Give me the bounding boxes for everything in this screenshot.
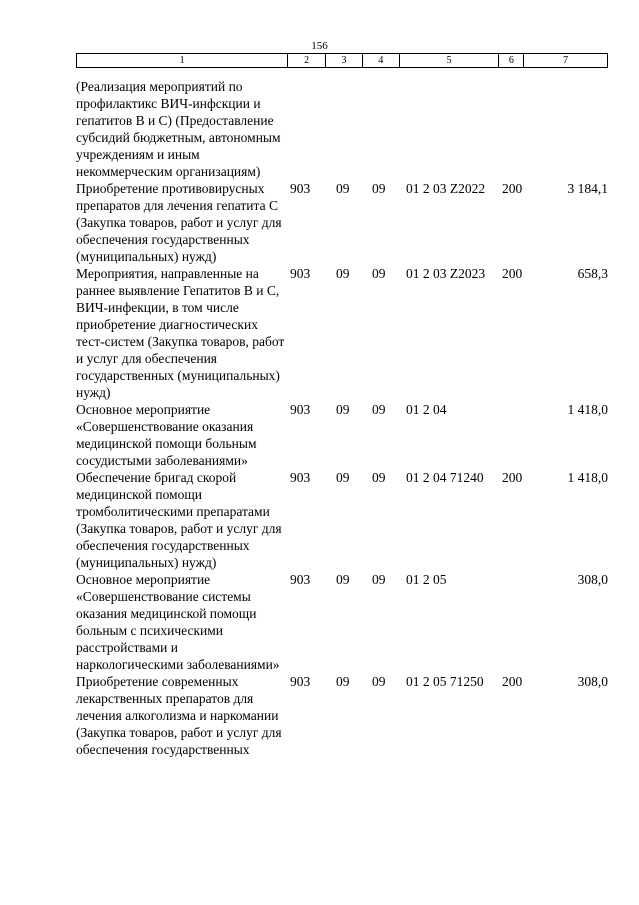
row-subsection: 09 [372,181,386,196]
row-ministry: 903 [290,181,311,196]
row-target: 01 2 03 Z2023 [406,266,486,281]
row-target: 01 2 05 [406,572,447,587]
row-target: 01 2 04 [406,402,447,417]
row-subsection: 09 [372,674,386,689]
row-amount: 308,0 [577,674,608,689]
row-ministry: 903 [290,572,311,587]
row-exp-type: 200 [502,266,523,281]
row-section: 09 [336,181,350,196]
table-body [76,78,636,758]
header-col-6: 6 [499,54,524,67]
row-target: 01 2 04 71240 [406,470,484,485]
row-name: Обеспечение бригад скорой медицинской помощи тромболитическими препаратами (Закупка товаров, работ и услуг для обеспечения государственных (муниципальных) нужд) [76,470,282,570]
row-section: 09 [336,402,350,417]
row-subsection: 09 [372,402,386,417]
header-col-3: 3 [326,54,363,67]
row-name: Основное мероприятие «Совершенствование системы оказания медицинской помощи больным с психическими расстройствами и наркологическими заболеваниями» [76,572,280,672]
row-target: 01 2 05 71250 [406,674,484,689]
row-name: Мероприятия, направленные на раннее выявление Гепатитов В и С, ВИЧ-инфекции, в том числе приобретение диагностических тест-систем (Закупка товаров, работ и услуг для обеспечения государственных (муниципальных) нужд) [76,266,285,400]
header-col-7: 7 [563,55,569,66]
page-number: 156 [311,40,328,52]
row-amount: 308,0 [577,572,608,587]
row-name: Основное мероприятие «Совершенствование оказания медицинской помощи больным сосудистыми заболеваниями» [76,402,257,468]
row-amount: 1 418,0 [567,402,608,417]
table-row [76,401,636,469]
header-col-4: 4 [363,54,400,67]
header-col-2: 2 [288,54,326,67]
row-subsection: 09 [372,470,386,485]
row-exp-type: 200 [502,181,523,196]
row-exp-type: 200 [502,470,523,485]
row-target: 01 2 03 Z2022 [406,181,486,196]
row-section: 09 [336,266,350,281]
table-row [76,180,636,265]
row-name: (Реализация мероприятий по профилактикс ВИЧ-инфскции и гепатитов В и С) (Предоставление субсидий бюджетным, автономным учреждениям и иным некоммерческим организациям) [76,79,281,179]
row-ministry: 903 [290,266,311,281]
header-col-5: 5 [400,54,500,67]
row-amount: 658,3 [577,266,608,281]
table-row [76,78,636,180]
row-ministry: 903 [290,402,311,417]
row-subsection: 09 [372,572,386,587]
row-name: Приобретение противовирусных препаратов для лечения гепатита С (Закупка товаров, работ и услуг для обеспечения государственных (муниципальных) нужд) [76,181,282,264]
row-name: Приобретение современных лекарственных препаратов для лечения алкоголизма и наркомании (Закупка товаров, работ и услуг для обеспечения государственных [76,674,282,757]
row-section: 09 [336,674,350,689]
row-ministry: 903 [290,470,311,485]
row-section: 09 [336,572,350,587]
header-col-1: 1 [77,54,288,67]
row-amount: 1 418,0 [567,470,608,485]
table-header [76,53,608,68]
row-exp-type: 200 [502,674,523,689]
table-row [76,673,636,758]
table-row [76,265,636,401]
row-section: 09 [336,470,350,485]
row-amount: 3 184,1 [567,181,608,196]
table-row [76,469,636,571]
row-subsection: 09 [372,266,386,281]
row-ministry: 903 [290,674,311,689]
table-row [76,571,636,673]
